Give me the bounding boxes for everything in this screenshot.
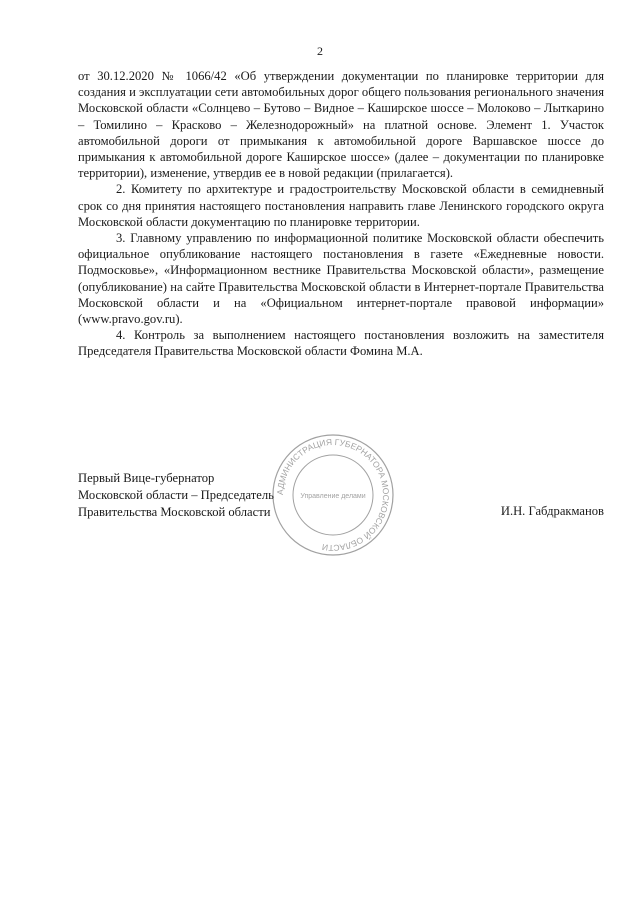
signature-position [78,470,274,521]
document-body [78,68,604,360]
signature-line-3: Правительства Московской области [78,505,271,519]
signature-line-1: Первый Вице-губернатор [78,471,215,485]
paragraph-1-continuation: от 30.12.2020 № 1066/42 «Об утверждении документации по планировке территории для создания и эксплуатации сети автомобильных дорог общего пользования регионального значения Московской области «Солнцево – Бутово – Видное – Каширское шоссе – Молоково – Лыткарино – Томилино – Красково – Железнодорожный» на платной основе. Элемент 1. Участок автомобильной дороги от примыкания к автомобильной дороге Варшавское шоссе до примыкания к автомобильной дороге Каширское шоссе» (далее – документации по планировке территории), изменение, утвердив ее в новой редакции (прилагается). [78,69,604,181]
page-number: 2 [317,44,323,58]
official-stamp [270,432,396,558]
signature-line-2: Московской области – Председатель [78,488,274,502]
paragraph-2: 2. Комитету по архитектуре и градостроительству Московской области в семидневный срок со дня принятия настоящего постановления направить главе Ленинского городского округа Московской области документацию по планировке территории. [78,182,604,229]
paragraph-4: 4. Контроль за выполнением настоящего постановления возложить на заместителя Председателя Правительства Московской области Фомина М.А. [78,328,604,359]
stamp-inner-text: Управление делами [300,493,366,500]
signatory-name: И.Н. Габдракманов [500,504,604,518]
stamp-outer-text: АДМИНИСТРАЦИЯ ГУБЕРНАТОРА МОСКОВСКОЙ ОБЛАСТИ [274,436,392,554]
paragraph-3: 3. Главному управлению по информационной политике Московской области обеспечить официальное опубликование настоящего постановления в газете «Ежедневные новости. Подмосковье», «Информационном вестнике Правительства Московской области», размещение (опубликование) на сайте Правительства Московской области в Интернет-портале Правительства Московской области и на «Официальном интернет-портале правовой информации» (www.pravo.gov.ru). [78,231,604,327]
